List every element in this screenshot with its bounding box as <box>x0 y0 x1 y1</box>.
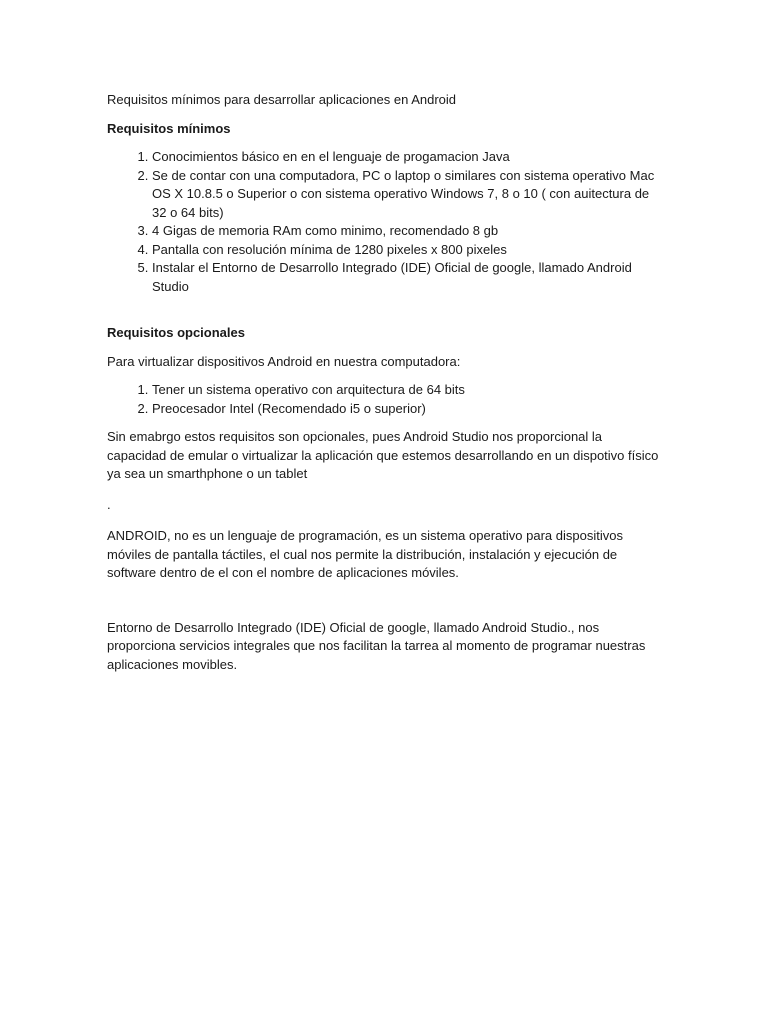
spacer <box>107 583 662 619</box>
android-definition-paragraph: ANDROID, no es un lenguaje de programación, es un sistema operativo para dispositivos móviles de pantalla táctiles, el cual nos permite la distribución, instalación y ejecución de software dentro de el con el nombre de aplicaciones móviles. <box>107 528 623 580</box>
list-item: 5. Instalar el Entorno de Desarrollo Integrado (IDE) Oficial de google, llamado Android Studio <box>152 259 662 296</box>
minimum-requirements-heading: Requisitos mínimos <box>107 120 231 136</box>
minimum-requirements-list <box>107 148 662 296</box>
document-title: Requisitos mínimos para desarrollar aplicaciones en Android <box>107 92 457 107</box>
ide-description-paragraph: Entorno de Desarrollo Integrado (IDE) Oficial de google, llamado Android Studio., nos proporciona servicios integrales que nos facilitan la tarrea al momento de programar nuestras aplicaciones movibles. <box>107 619 646 672</box>
list-item: 4. Pantalla con resolución mínima de 1280 pixeles x 800 pixeles <box>152 241 662 260</box>
optional-requirements-list <box>107 381 662 418</box>
list-item: 2. Se de contar con una computadora, PC o laptop o similares con sistema operativo Mac OS X 10.8.5 o Superior o con sistema operativo Windows 7, 8 o 10 ( con auitectura de 32 o 64 bits) <box>152 167 662 223</box>
spacer <box>107 306 662 324</box>
list-item: 1. Tener un sistema operativo con arquitectura de 64 bits <box>152 381 662 400</box>
optional-requirements-intro: Para virtualizar dispositivos Android en nuestra computadora: <box>107 353 461 369</box>
optional-requirements-heading: Requisitos opcionales <box>107 325 245 340</box>
separator-dot: . <box>107 496 111 512</box>
list-item: 3. 4 Gigas de memoria RAm como minimo, recomendado 8 gb <box>152 222 662 241</box>
document-body <box>107 91 662 674</box>
list-item: 1. Conocimientos básico en en el lenguaje de progamacion Java <box>152 148 662 167</box>
optional-note-paragraph: Sin emabrgo estos requisitos son opcionales, pues Android Studio nos proporcional la capacidad de emular o virtualizar la aplicación que estemos desarrollando en un dispotivo físico ya sea un smarthphone o un tablet <box>107 429 659 481</box>
list-item: 2. Preocesador Intel (Recomendado i5 o superior) <box>152 400 662 419</box>
